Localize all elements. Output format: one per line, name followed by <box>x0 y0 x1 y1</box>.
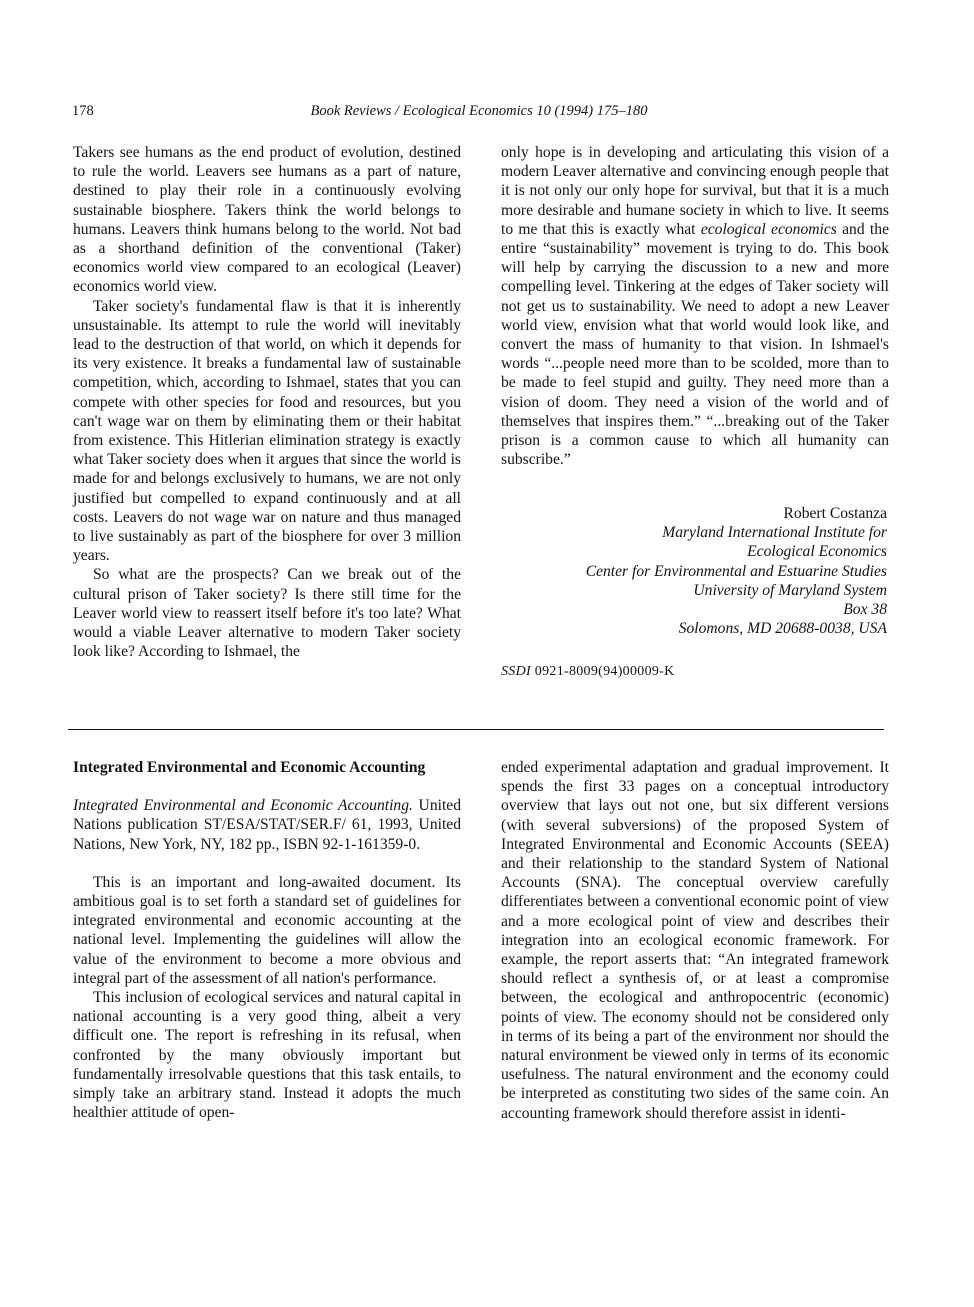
ssdi-identifier <box>501 664 675 680</box>
section-divider <box>68 729 884 730</box>
emphasis-ecological-economics: ecological economics <box>700 220 837 238</box>
text-run: only hope is in developing and articulating this vision of a modern Leaver alternative and convincing enough people that it is not only our only hope for survival, but that it is a much more desirable and humane society in which to live. It seems to me that this is exactly what <box>501 144 889 238</box>
review2-paragraph-2: This inclusion of ecological services and natural capital in national accounting is a very good thing, albeit a very difficult one. The report is refreshing in its refusal, when confronted by the many obviously important but fundamentally irresolvable questions that this task entails, to simply take an arbitrary stand. Instead it adopts the much healthier attitude of open- <box>73 989 461 1122</box>
affiliation-line: Center for Environmental and Estuarine Studies <box>585 562 887 580</box>
review1-right-column <box>501 143 889 469</box>
reviewer-name: Robert Costanza <box>783 505 887 522</box>
review2-paragraph-3: ended experimental adaptation and gradual improvement. It spends the first 33 pages on a conceptual introductory overview that lays out not one, but six different versions (with several subversions) of the proposed System of Integrated Environmental and Economic Accounts (SEEA) and their relationship to the standard System of National Accounts (SNA). The conceptual overview carefully differentiates between a conventional economic point of view and a more ecological point of view and describes their integration into an ecological economic framework. For example, the report asserts that: “An integrated framework should reflect a synthesis of, or at least a compromise between, the ecological and anthropocentric (economic) points of view. The economy should not be considered only in terms of its being a part of the environment nor should the natural environment be viewed only in terms of its economic usefulness. The natural environment and the economy could be interpreted as constituting two sides of the same coin. An accounting framework should therefore assist in identi- <box>501 759 889 1122</box>
affiliation-line: Box 38 <box>843 601 887 619</box>
review1-signature <box>501 504 887 638</box>
review2-right-column <box>501 758 889 1123</box>
page-number: 178 <box>72 103 94 119</box>
review2-title: Integrated Environmental and Economic Accounting <box>73 759 426 776</box>
review1-left-column <box>73 143 461 661</box>
review1-paragraph-3: So what are the prospects? Can we break out of the cultural prison of Taker society? Is there still time for the Leaver world view to reassert itself before it's too late? What would a viable Leaver alternative to modern Taker society look like? According to Ishmael, the <box>73 566 461 661</box>
book-citation <box>73 796 461 854</box>
text-run: and the entire “sustainability” movement is trying to do. This book will help by carrying the discussion to a new and more compelling level. Tinkering at the edges of Taker society will not get us to sustainability. We need to adopt a new Leaver world view, envision what that world would look like, and convert the mass of humanity to that vision. In Ishmael's words “...people need more than to be scolded, more than to be made to feel stupid and guilty. They need more than a vision of doom. They need a vision of the world and of themselves that inspires them.” “...breaking out of the Taker prison is a common cause to which all humanity can subscribe.” <box>501 220 889 469</box>
review1-paragraph-1: Takers see humans as the end product of evolution, destined to rule the world. Leavers see humans as a part of nature, destined to play their role in a continuously evolving sustainable biosphere. Takers think the world belongs to humans. Leavers think humans belong to the world. Not bad as a shorthand definition of the conventional (Taker) economics world view compared to an ecological (Leaver) economics world view. <box>73 144 461 296</box>
cited-book-title: Integrated Environmental and Economic Accounting. <box>73 797 413 815</box>
review2-left-column <box>73 758 461 1122</box>
running-head: Book Reviews / Ecological Economics 10 (1994) 175–180 <box>310 103 648 119</box>
affiliation-line: Ecological Economics <box>747 543 887 561</box>
review1-paragraph-4 <box>501 143 889 469</box>
review2-paragraph-1: This is an important and long-awaited document. Its ambitious goal is to set forth a standard set of guidelines for integrated environmental and economic accounting at the national level. Implementing the guidelines will allow the value of the environment to become a more obvious and integral part of the assessment of all nation's performance. <box>73 873 461 987</box>
ssdi-value: 0921-8009(94)00009-K <box>534 664 675 679</box>
page-header <box>72 103 886 123</box>
affiliation-line: University of Maryland System <box>693 581 887 599</box>
ssdi-label: SSDI <box>501 664 531 679</box>
affiliation-line: Solomons, MD 20688-0038, USA <box>678 620 887 638</box>
citation-details: United Nations publication ST/ESA/STAT/SER.F/ 61, 1993, United Nations, New York, NY, 182 pp., ISBN 92-1-161359-0. <box>73 797 462 853</box>
review1-paragraph-2: Taker society's fundamental flaw is that it is inherently unsustainable. Its attempt to rule the world will inevitably lead to the destruction of that world, on which it depends for its very existence. It breaks a fundamental law of sustainable competition, which, according to Ishmael, states that you can compete with other species for food and resources, but you can't wage war on them by eliminating them or their habitat from existence. This Hitlerian elimination strategy is exactly what Taker society does when it argues that since the world is made for and belongs exclusively to humans, we are not only justified but compelled to expand continuously and at all costs. Leavers do not wage war on nature and thus managed to live sustainably as part of the biosphere for over 3 million years. <box>73 297 461 565</box>
affiliation-line: Maryland International Institute for <box>662 524 887 542</box>
